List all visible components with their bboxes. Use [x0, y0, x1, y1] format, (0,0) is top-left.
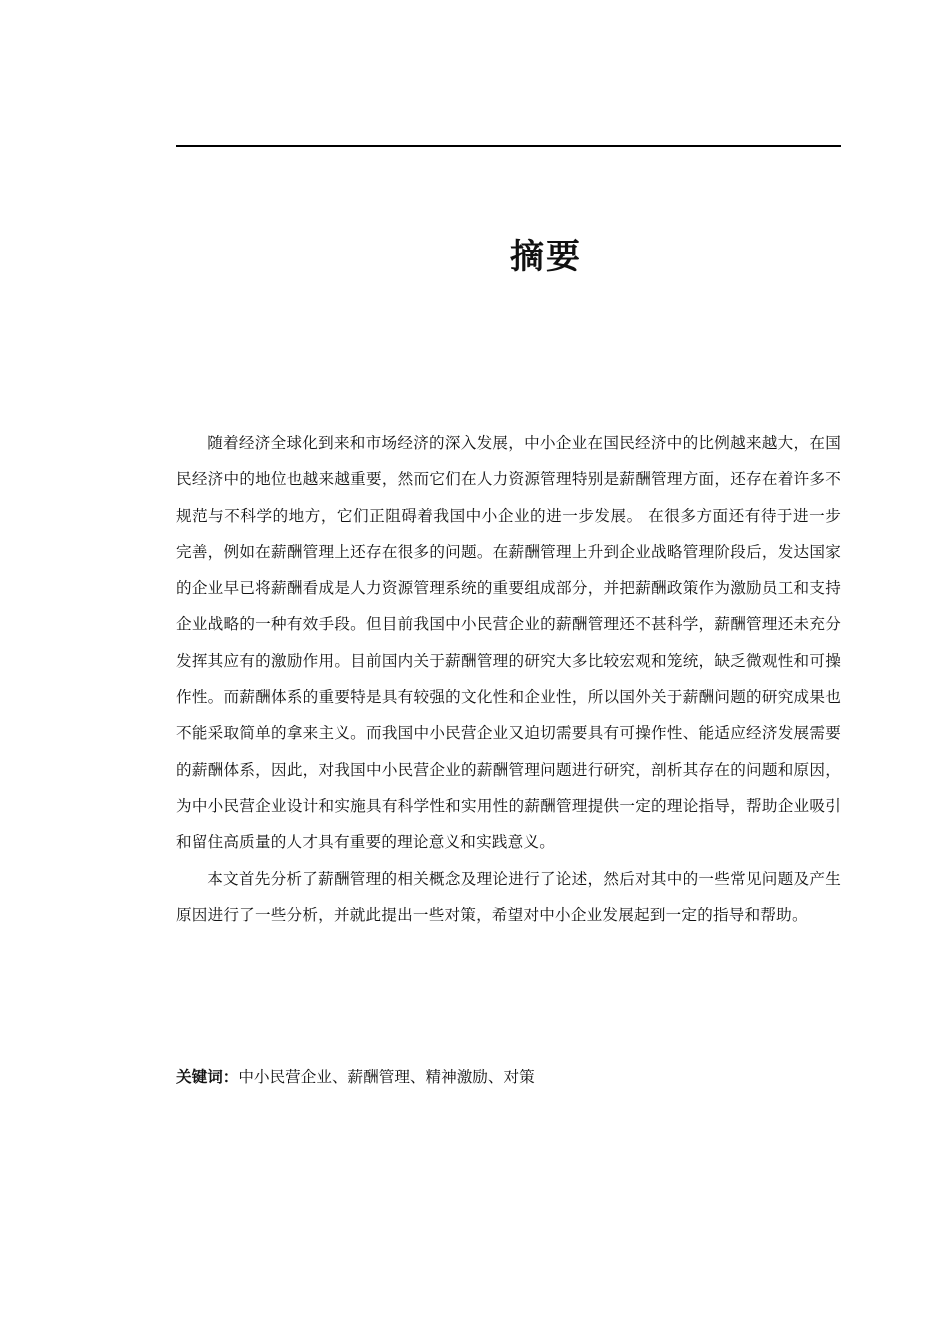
keywords-line	[176, 1062, 841, 1092]
abstract-body	[176, 425, 841, 933]
abstract-paragraph-1: 随着经济全球化到来和市场经济的深入发展，中小企业在国民经济中的比例越来越大，在国民经济中的地位也越来越重要，然而它们在人力资源管理特别是薪酬管理方面，还存在着许多不规范与不科学的地方，它们正阻碍着我国中小企业的进一步发展。 在很多方面还有待于进一步完善，例如在薪酬管理上还存在很多的问题。在薪酬管理上升到企业战略管理阶段后，发达国家的企业早已将薪酬看成是人力资源管理系统的重要组成部分，并把薪酬政策作为激励员工和支持企业战略的一种有效手段。但目前我国中小民营企业的薪酬管理还不甚科学，薪酬管理还未充分发挥其应有的激励作用。目前国内关于薪酬管理的研究大多比较宏观和笼统，缺乏微观性和可操作性。而薪酬体系的重要特是具有较强的文化性和企业性，所以国外关于薪酬问题的研究成果也不能采取简单的拿来主义。而我国中小民营企业又迫切需要具有可操作性、能适应经济发展需要的薪酬体系，因此，对我国中小民营企业的薪酬管理问题进行研究，剖析其存在的问题和原因，为中小民营企业设计和实施具有科学性和实用性的薪酬管理提供一定的理论指导，帮助企业吸引和留住高质量的人才具有重要的理论意义和实践意义。	[176, 434, 841, 852]
abstract-title: 摘要	[510, 237, 582, 277]
header-rule	[176, 145, 841, 147]
keywords-value: 中小民营企业、薪酬管理、精神激励、对策	[238, 1068, 535, 1086]
keywords-label: 关键词：	[176, 1068, 239, 1086]
abstract-paragraph-2: 本文首先分析了薪酬管理的相关概念及理论进行了论述，然后对其中的一些常见问题及产生原因进行了一些分析，并就此提出一些对策，希望对中小企业发展起到一定的指导和帮助。	[176, 869, 841, 924]
